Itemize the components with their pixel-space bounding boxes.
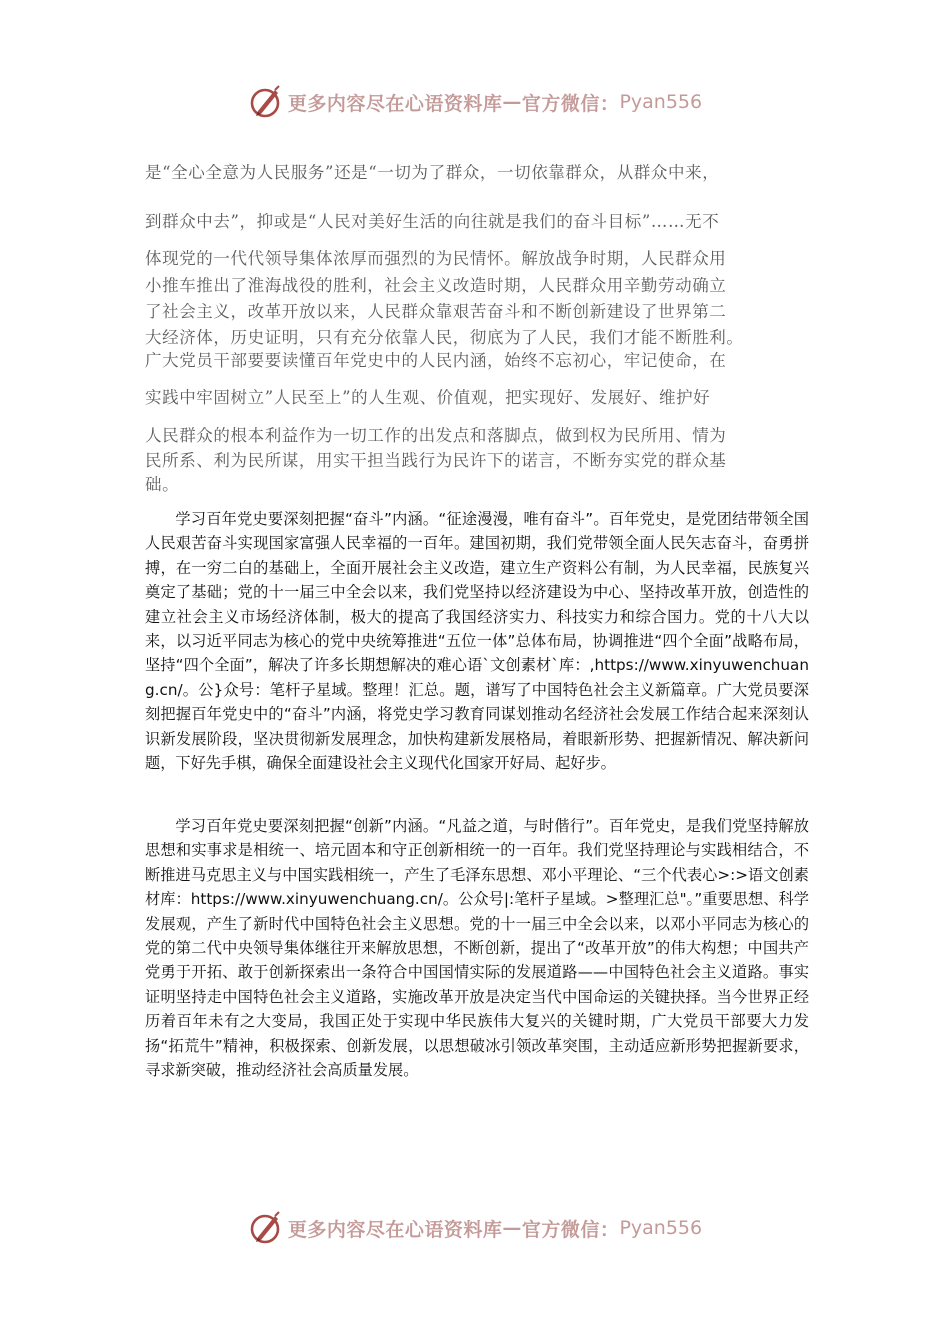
intro-line: 民所系、利为民所谋，用实干担当践行为民许下的诺言，不断夯实党的群众基 xyxy=(145,451,727,470)
intro-line: 体现党的一代代领导集体浓厚而强烈的为民情怀。解放战争时期，人民群众用 xyxy=(145,249,727,268)
intro-line: 础。 xyxy=(145,475,180,494)
banner-wechat-label: 官方微信： xyxy=(521,92,620,115)
intro-line: 广大党员干部要要读懂百年党史中的人民内涵，始终不忘初心，牢记使命，在 xyxy=(145,351,727,370)
banner-account: Pyan556 xyxy=(619,91,703,113)
intro-line: 到群众中去”，抑或是“人民对美好生活的向往就是我们的奋斗目标”……无不 xyxy=(145,212,720,231)
intro-line: 了社会主义，改革开放以来，人民群众靠艰苦奋斗和不断创新建设了世界第二 xyxy=(145,302,727,321)
pen-logo-icon xyxy=(248,1210,284,1246)
intro-line: 是“全心全意为人民服务”还是“一切为了群众，一切依靠群众，从群众中来， xyxy=(145,163,720,182)
banner-title: 更多内容尽在心语资料库 xyxy=(287,92,503,115)
pen-logo-icon xyxy=(248,84,284,120)
paragraph-struggle: 学习百年党史要深刻把握“奋斗”内涵。“征途漫漫，唯有奋斗”。百年党史，是党团结带领全国人民艰苦奋斗实现国家富强人民幸福的一百年。建国初期，我们党带领全面人民矢志奋斗，奋勇拼搏，在一穷二白的基础上，全面开展社会主义改造，建立生产资料公有制，为人民幸福，民族复兴奠定了基础；党的十一届三中全会以来，我们党坚持以经济建设为中心、坚持改革开放，创造性的建立社会主义市场经济体制，极大的提高了我国经济实力、科技实力和综合国力。党的十八大以来，以习近平同志为核心的党中央统筹推进“五位一体”总体布局，协调推进“四个全面”战略布局，坚持“四个全面”，解决了许多长期想解决的难心语`文创素材`库：,https://www.xinyuwenchuang.cn/。公}众号：笔杆子星域。整理！汇总。题，谱写了中国特色社会主义新篇章。广大党员要深刻把握百年党史中的“奋斗”内涵，将党史学习教育同谋划推动名经济社会发展工作结合起来深刻认识新发展阶段，坚决贯彻新发展理念，加快构建新发展格局，着眼新形势、把握新情况、解决新问题，下好先手棋，确保全面建设社会主义现代化国家开好局、起好步。 xyxy=(145,510,809,773)
banner-wechat-label: 官方微信： xyxy=(521,1218,620,1241)
intro-line: 大经济体，历史证明，只有充分依靠人民，彻底为了人民，我们才能不断胜利。 xyxy=(145,328,744,347)
intro-line: 小推车推出了淮海战役的胜利，社会主义改造时期，人民群众用辛勤劳动确立 xyxy=(145,276,727,295)
intro-line: 人民群众的根本利益作为一切工作的出发点和落脚点，做到权为民所用、情为 xyxy=(145,426,727,445)
footer-banner xyxy=(0,1208,950,1248)
banner-account: Pyan556 xyxy=(619,1217,703,1239)
banner-dash: — xyxy=(502,1217,522,1239)
banner-dash: — xyxy=(502,91,522,113)
header-banner xyxy=(0,82,950,122)
banner-title: 更多内容尽在心语资料库 xyxy=(287,1218,503,1241)
intro-line: 实践中牢固树立”人民至上”的人生观、价值观，把实现好、发展好、维护好 xyxy=(145,388,711,407)
paragraph-innovation: 学习百年党史要深刻把握“创新”内涵。“凡益之道，与时偕行”。百年党史，是我们党坚持解放思想和实事求是相统一、培元固本和守正创新相统一的一百年。我们党坚持理论与实践相结合，不断推进马克思主义与中国实践相统一，产生了毛泽东思想、邓小平理论、“三个代表心>:>语文创素材库：https://www.xinyuwenchuang.cn/。公众号|:笔杆子星域。>整理汇总"。”重要思想、科学发展观，产生了新时代中国特色社会主义思想。党的十一届三中全会以来，以邓小平同志为核心的党的第二代中央领导集体继往开来解放思想，不断创新，提出了“改革开放”的伟大构想；中国共产党勇于开拓、敢于创新探索出一条符合中国国情实际的发展道路——中国特色社会主义道路。事实证明坚持走中国特色社会主义道路，实施改革开放是决定当代中国命运的关键抉择。当今世界正经历着百年未有之大变局，我国正处于实现中华民族伟大复兴的关键时期，广大党员干部要大力发扬“拓荒牛”精神，积极探索、创新发展，以思想破冰引领改革突围，主动适应新形势把握新要求，寻求新突破，推动经济社会高质量发展。 xyxy=(145,817,809,1080)
